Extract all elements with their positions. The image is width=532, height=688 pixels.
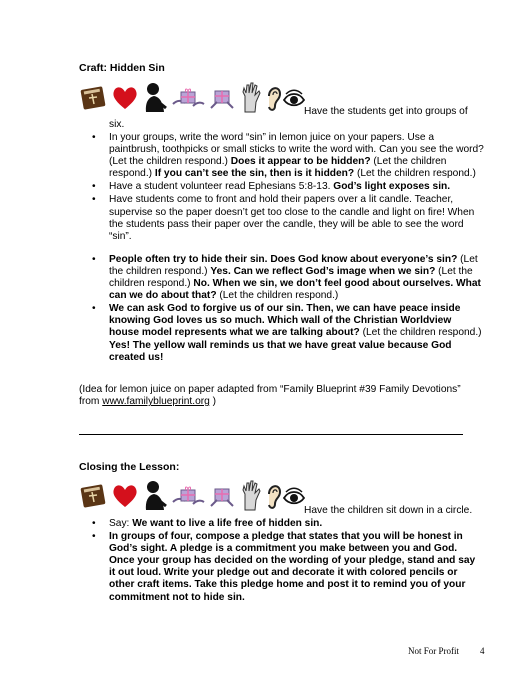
bold-text: In groups of four, compose a pledge that states that you will be honest in God’s sight. A pledge is a commitment you make between you and God. Once your group has decided on the wording of your pledge, stand and say it out loud. Write your pledge out and decorate it with colored pencils or other craft items. Take this pledge home and post it to remind you of your commitment not to hide sin. [109, 531, 476, 603]
bold-text: God’s light exposes sin. [333, 181, 451, 193]
eye-icon [283, 480, 305, 512]
bold-text: People often try to hide their sin. Does God know about everyone’s sin? [109, 253, 458, 265]
closing-icon-strip [79, 480, 299, 514]
footer-label: Not For Profit [408, 646, 460, 656]
eye-icon [283, 82, 305, 114]
bullet-marker: • [92, 132, 96, 143]
bold-text: If you can’t see the sin, then is it hidden? [154, 168, 355, 180]
bold-text: Does it appear to be hidden? [230, 156, 371, 168]
bullet-marker: • [92, 181, 96, 193]
body-text: Say: [109, 518, 133, 529]
body-text: (Let the children respond.) [359, 327, 482, 339]
body-text: (Let the children respond.) [109, 156, 447, 180]
gift-hands-icon [207, 480, 239, 512]
bullet-marker: • [92, 194, 96, 206]
gift-hands-icon [207, 82, 239, 114]
list-item [79, 531, 484, 604]
bold-text: Yes! The yellow wall reminds us that we have great value because God created us! [109, 339, 452, 363]
craft-intro: Have the students get into groups of [304, 106, 468, 117]
bold-text: We want to live a life free of hidden sin. [132, 518, 323, 529]
body-text: In your groups, write the word “sin” in lemon juice on your papers. Use a paintbrush, toothpicks or small sticks to write the word with. Can you see the word? (Let the children respond.) [109, 132, 484, 168]
bullet-marker: • [92, 531, 96, 543]
source-note [79, 384, 479, 408]
craft-intro-continued: six. [109, 119, 125, 130]
bold-text: We can ask God to forgive us of our sin. Then, we can have peace inside knowing God loves us so much. Which wall of the Christian Worldview house model represents what we are talking about? [109, 303, 461, 339]
hand-icon [239, 82, 263, 114]
body-text: (Let the children respond.) [109, 265, 473, 290]
body-text: (Let the children respond.) [354, 168, 476, 180]
bullet-marker: • [92, 303, 96, 315]
closing-intro: Have the children sit down in a circle. [304, 505, 473, 516]
list-item [79, 303, 484, 363]
closing-bullet-list [79, 518, 484, 605]
ear-icon [265, 480, 283, 512]
craft-bullet-list [79, 132, 484, 365]
list-item [79, 181, 484, 193]
hand-icon [239, 480, 263, 512]
child-icon [141, 82, 169, 116]
page-number: 4 [480, 646, 485, 656]
bullet-marker: • [92, 518, 96, 529]
body-text: (Let the children respond.) [216, 290, 339, 302]
child-icon [141, 480, 169, 514]
ear-icon [265, 82, 283, 114]
heart-icon [111, 480, 139, 512]
bold-text: No. When we sin, we don’t feel good about ourselves. What can we do about that? [109, 278, 481, 302]
craft-heading: Craft: Hidden Sin [79, 62, 165, 74]
bullet-marker: • [92, 253, 96, 265]
bible-icon [79, 82, 109, 114]
source-note-end: ) [209, 396, 217, 408]
closing-heading: Closing the Lesson: [79, 461, 180, 473]
bold-text: Yes. Can we reflect God’s image when we sin? [210, 265, 436, 277]
list-item [79, 254, 484, 302]
bible-icon [79, 480, 109, 512]
heart-icon [111, 82, 139, 114]
source-note-text: (Idea for lemon juice on paper adapted from “Family Blueprint #39 Family Devotions” from [79, 384, 461, 408]
source-link[interactable]: www.familyblueprint.org [102, 396, 210, 408]
section-divider [79, 434, 463, 435]
list-item [79, 132, 484, 180]
body-text: Have a student volunteer read Ephesians 5:8-13. [109, 181, 334, 193]
list-item [79, 518, 484, 530]
body-text: Have students come to front and hold their papers over a lit candle. Teacher, supervise so the paper doesn’t get too close to the candle and light on fire! When the students pass their paper over the candle, they will be able to see the word “sin”. [109, 194, 475, 242]
gift-hands-icon [171, 82, 205, 114]
list-item [79, 194, 484, 242]
gift-hands-icon [171, 480, 205, 512]
body-text: (Let the children respond.) [109, 253, 478, 277]
craft-icon-strip [79, 82, 299, 116]
